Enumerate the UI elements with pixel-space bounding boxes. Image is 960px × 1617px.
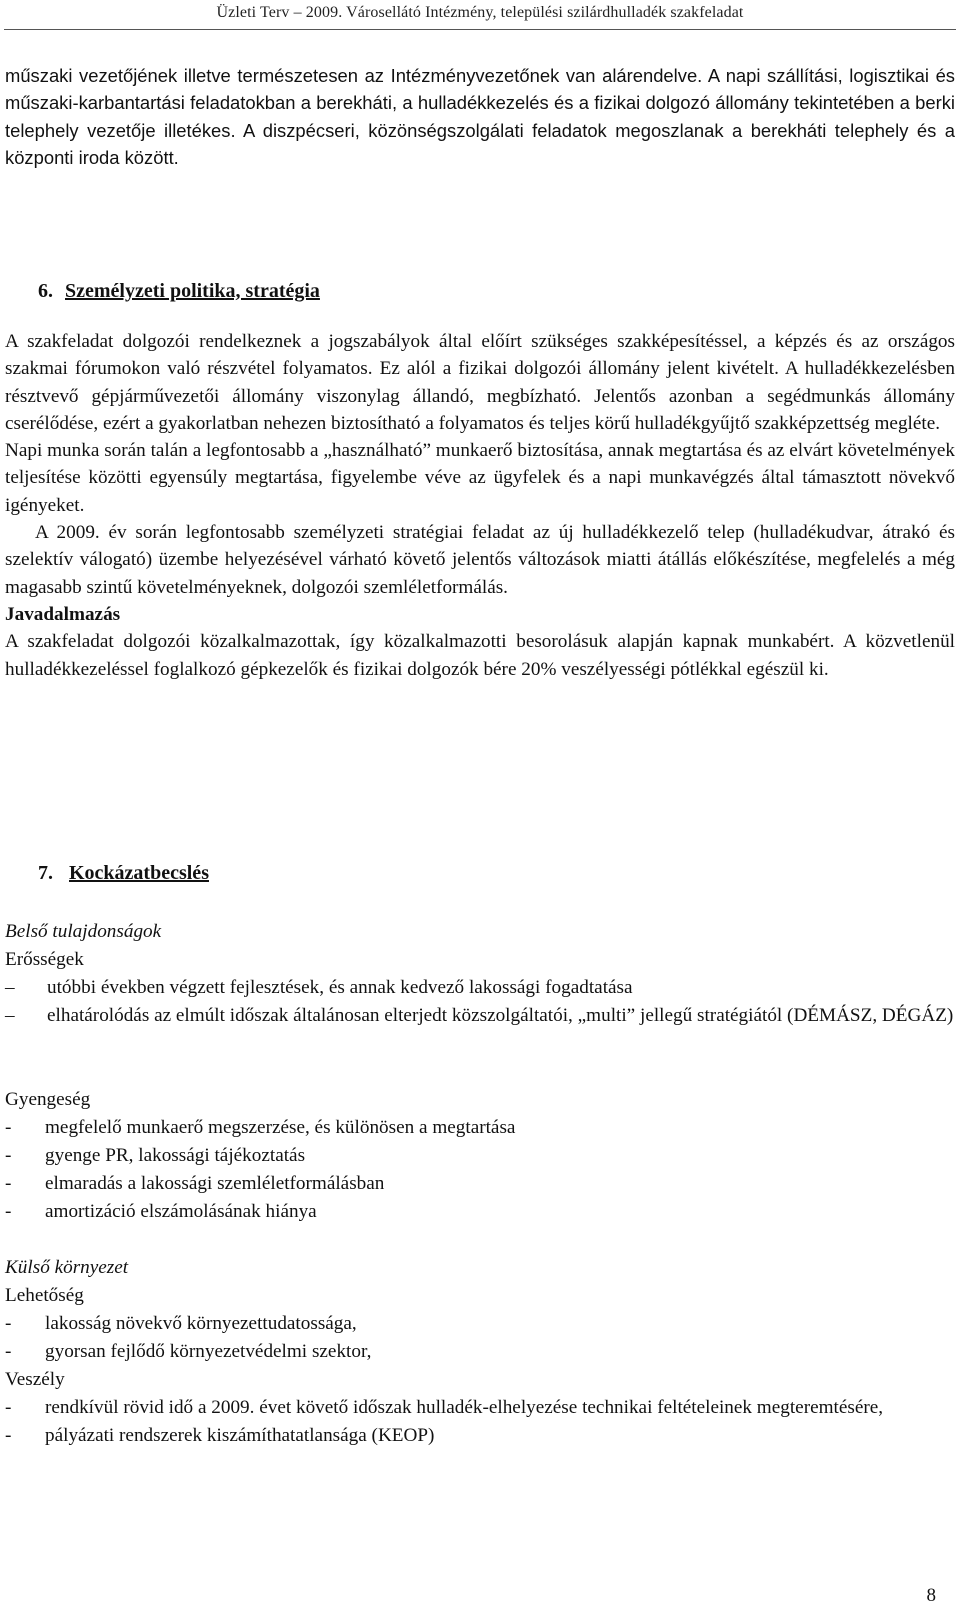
strengths-label: Erősségek: [5, 949, 84, 970]
weakness-item: [5, 1114, 955, 1142]
dash-bullet: –: [5, 1005, 15, 1026]
swot-internal: [5, 918, 955, 1030]
dash-bullet: -: [5, 1145, 12, 1166]
dash-bullet: -: [5, 1425, 12, 1446]
dash-bullet: –: [5, 977, 15, 998]
dash-bullet: -: [5, 1397, 12, 1418]
strength-text: elhatárolódás az elmúlt időszak általánosan elterjedt közszolgáltatói, „multi” jellegű stratégiától (DÉMÁSZ, DÉGÁZ): [47, 1005, 954, 1026]
threat-item: [5, 1394, 955, 1422]
opportunity-text: gyorsan fejlődő környezetvédelmi szektor,: [45, 1341, 372, 1362]
opportunity-item: [5, 1310, 955, 1338]
page-number: 8: [926, 1585, 936, 1606]
section-6-paragraph-2: Napi munka során talán a legfontosabb a „használható” munkaerő biztosítása, annak megtartása és az elvárt követelmények teljesítése közötti egyensúly megtartása, figyelembe véve az ügyfelek és a napi munkavégzés által támasztott növekvő igényeket.: [5, 440, 955, 516]
dash-bullet: -: [5, 1117, 12, 1138]
weakness-label: Gyengeség: [5, 1089, 91, 1110]
section-6-paragraph-1: A szakfeladat dolgozói rendelkeznek a jogszabályok által előírt szükséges szakképesítéssel, a képzés és az országos szakmai fórumokon való részvétel folyamatos. Ez alól a fizikai dolgozói állomány jelent kivételt. A hulladékkezelésben résztvevő gépjárművezetői állomány viszonylag állandó, megbízható. Jelentős azonban a segédmunkás állomány cserélődése, ezért a gyakorlatban nehezen biztosítható a folyamatos és teljes körű hulladékgyűjtő szakképzettség megléte.: [5, 331, 955, 434]
weakness-item: [5, 1170, 955, 1198]
threat-text: rendkívül rövid idő a 2009. évet követő időszak hulladék-elhelyezése technikai feltételeinek megteremtésére,: [45, 1397, 884, 1418]
weaknesses-block: [5, 1086, 955, 1226]
swot-external: [5, 1254, 955, 1450]
section-6-number: 6.: [38, 280, 53, 302]
section-6-heading: [38, 280, 320, 303]
weakness-item: [5, 1142, 955, 1170]
opportunity-item: [5, 1338, 955, 1366]
javadalmazas-heading: Javadalmazás: [5, 603, 121, 625]
internal-heading: Belső tulajdonságok: [5, 921, 162, 942]
dash-bullet: -: [5, 1201, 12, 1222]
weakness-text: elmaradás a lakossági szemléletformálásban: [45, 1173, 385, 1194]
threat-item: [5, 1422, 955, 1450]
strength-text: utóbbi években végzett fejlesztések, és annak kedvező lakossági fogadtatása: [47, 977, 633, 998]
weakness-text: amortizáció elszámolásának hiánya: [45, 1201, 317, 1222]
intro-text: műszaki vezetőjének illetve természetesen az Intézményvezetőnek van alárendelve. A napi szállítási, logisztikai és műszaki-karbantartási feladatokban a berekháti, a hulladékkezelés és a fizikai dolgozó állomány tekintetében a berki telephely vezetője illetékes. A diszpécseri, közönségszolgálati feladatok megoszlanak a berekháti telephely és a központi iroda között.: [5, 65, 955, 168]
page-header: Üzleti Terv – 2009. Városellátó Intézmény, települési szilárdhulladék szakfeladat: [216, 4, 744, 21]
intro-paragraph: [5, 62, 955, 171]
opportunity-text: lakosság növekvő környezettudatossága,: [45, 1313, 357, 1334]
weakness-item: [5, 1198, 955, 1226]
section-6-title: Személyzeti politika, stratégia: [65, 280, 320, 302]
strength-item: [5, 974, 955, 1002]
external-heading: Külső környezet: [5, 1257, 129, 1278]
weakness-text: megfelelő munkaerő megszerzése, és különösen a megtartása: [45, 1117, 516, 1138]
weakness-text: gyenge PR, lakossági tájékoztatás: [45, 1145, 306, 1166]
dash-bullet: -: [5, 1341, 12, 1362]
header-divider: [4, 29, 956, 30]
opportunity-label: Lehetőség: [5, 1285, 84, 1306]
section-7-title: Kockázatbecslés: [69, 862, 209, 884]
dash-bullet: -: [5, 1313, 12, 1334]
section-6-paragraph-4: A szakfeladat dolgozói közalkalmazottak, így közalkalmazotti besorolásuk alapján kapnak munkabért. A közvetlenül hulladékkezeléssel foglalkozó gépkezelők és fizikai dolgozók bére 20% veszélyességi pótlékkal egészül ki.: [5, 631, 955, 680]
dash-bullet: -: [5, 1173, 12, 1194]
threat-label: Veszély: [5, 1369, 65, 1390]
section-7-heading: [38, 862, 209, 885]
strength-item: [5, 1002, 955, 1030]
section-6-paragraph-3: A 2009. év során legfontosabb személyzeti stratégiai feladat az új hulladékkezelő telep (hulladékudvar, átrakó és szelektív válogató) üzembe helyezésével várható követő jelentős változások miatti átállás előkészítése, megfelelés a még magasabb szintű követelményeknek, dolgozói szemléletformálás.: [5, 522, 955, 598]
section-6-body: [5, 328, 955, 683]
section-7-number: 7.: [38, 862, 53, 884]
threat-text: pályázati rendszerek kiszámíthatatlansága (KEOP): [45, 1425, 435, 1446]
